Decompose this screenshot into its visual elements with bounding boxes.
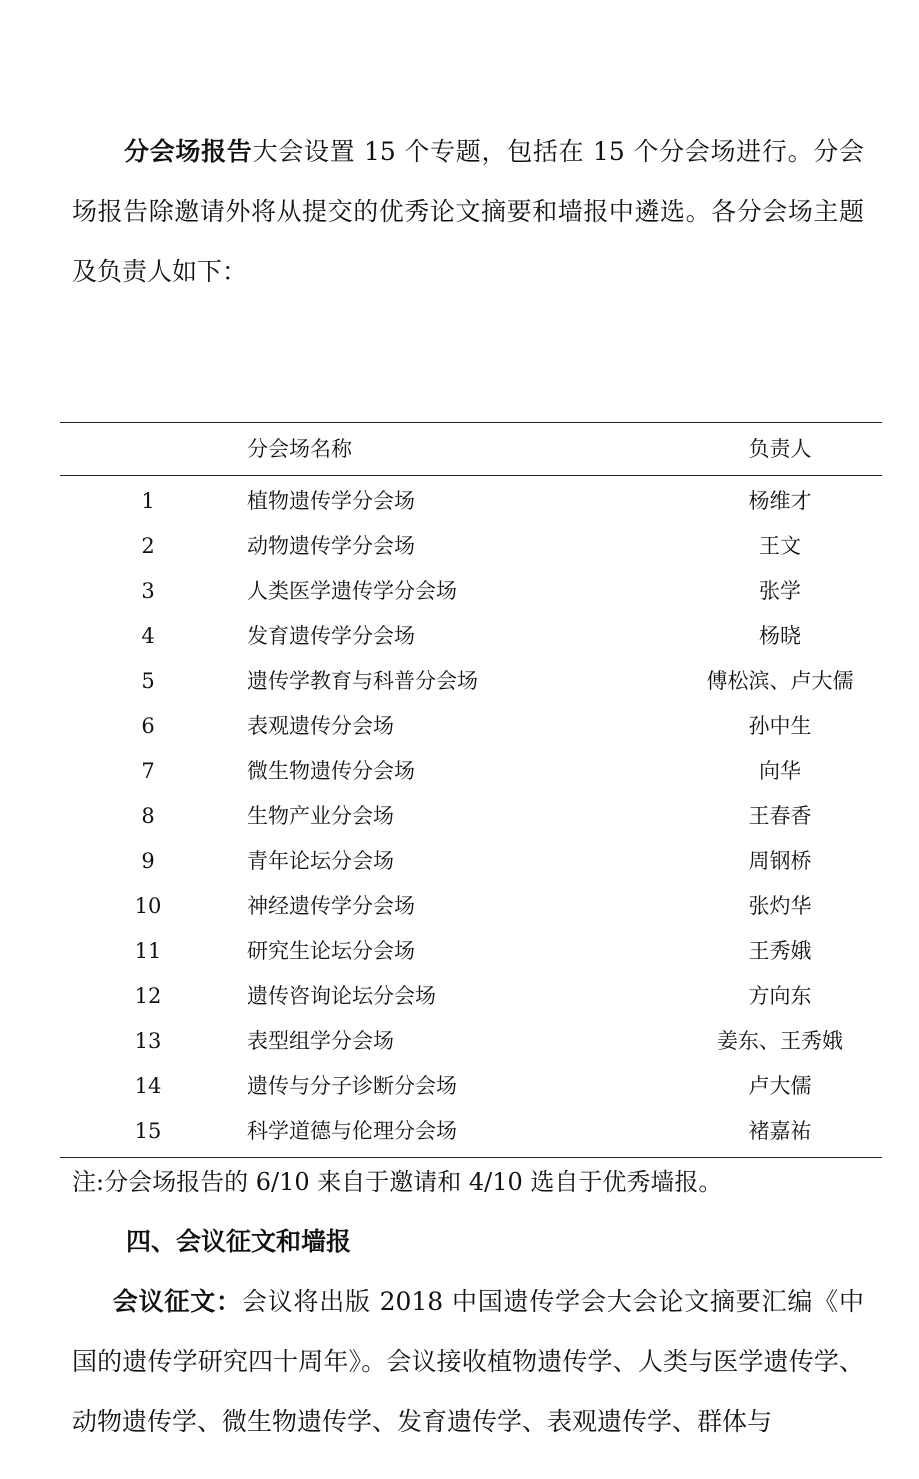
section-heading: 四、会议征文和墙报 xyxy=(126,1227,352,1256)
row-person: 杨维才 xyxy=(748,489,812,513)
row-session-name: 遗传与分子诊断分会场 xyxy=(247,1074,457,1098)
row-session-name: 表型组学分会场 xyxy=(247,1029,394,1053)
table-row xyxy=(60,1019,882,1064)
row-person: 方向东 xyxy=(748,984,812,1008)
call-for-papers-text: 会议将出版 2018 中国遗传学会大会论文摘要汇编《中国的遗传学研究四十周年》。会议接收植物遗传学、人类与医学遗传学、动物遗传学、微生物遗传学、发育遗传学、表观遗传学、群体与 xyxy=(72,1287,864,1436)
row-num: 10 xyxy=(134,894,162,918)
table-row xyxy=(60,479,882,524)
call-for-papers-lead: 会议征文： xyxy=(112,1287,242,1316)
row-num: 9 xyxy=(141,849,155,873)
intro-lead: 分会场报告 xyxy=(124,137,253,166)
table-row xyxy=(60,614,882,659)
row-num: 8 xyxy=(141,804,155,828)
row-num: 15 xyxy=(134,1119,162,1143)
row-person: 王文 xyxy=(759,534,801,558)
row-num: 5 xyxy=(141,669,155,693)
row-session-name: 科学道德与伦理分会场 xyxy=(247,1119,457,1143)
header-session-name: 分会场名称 xyxy=(247,437,352,461)
intro-paragraph xyxy=(72,122,864,302)
row-num: 6 xyxy=(141,714,155,738)
row-person: 王春香 xyxy=(748,804,812,828)
row-person: 向华 xyxy=(759,759,801,783)
row-session-name: 神经遗传学分会场 xyxy=(247,894,415,918)
table-row xyxy=(60,704,882,749)
row-num: 3 xyxy=(141,579,155,603)
row-session-name: 青年论坛分会场 xyxy=(247,849,394,873)
row-person: 卢大儒 xyxy=(748,1074,812,1098)
row-person: 傅松滨、卢大儒 xyxy=(706,669,854,693)
table-row xyxy=(60,524,882,569)
table-row xyxy=(60,1064,882,1109)
table-row xyxy=(60,974,882,1019)
row-session-name: 人类医学遗传学分会场 xyxy=(247,579,457,603)
table-row xyxy=(60,569,882,614)
table-note: 注:分会场报告的 6/10 来自于邀请和 4/10 选自于优秀墙报。 xyxy=(72,1168,723,1196)
row-session-name: 遗传咨询论坛分会场 xyxy=(247,984,436,1008)
row-num: 11 xyxy=(134,939,162,963)
table-row xyxy=(60,839,882,884)
row-person: 张学 xyxy=(759,579,801,603)
table-row xyxy=(60,929,882,974)
row-session-name: 遗传学教育与科普分会场 xyxy=(247,669,478,693)
row-person: 张灼华 xyxy=(748,894,812,918)
table-row xyxy=(60,884,882,929)
row-person: 孙中生 xyxy=(748,714,812,738)
row-num: 1 xyxy=(141,489,155,513)
table-row xyxy=(60,749,882,794)
row-person: 周钢桥 xyxy=(748,849,812,873)
table-row xyxy=(60,659,882,704)
row-num: 14 xyxy=(134,1074,162,1098)
row-person: 杨晓 xyxy=(759,624,801,648)
row-num: 13 xyxy=(134,1029,162,1053)
row-session-name: 动物遗传学分会场 xyxy=(247,534,415,558)
row-num: 2 xyxy=(141,534,155,558)
row-session-name: 生物产业分会场 xyxy=(247,804,394,828)
row-person: 褚嘉祐 xyxy=(748,1119,812,1143)
row-num: 4 xyxy=(141,624,155,648)
table-header xyxy=(60,423,882,476)
row-person: 姜东、王秀娥 xyxy=(717,1029,843,1053)
row-session-name: 发育遗传学分会场 xyxy=(247,624,415,648)
session-table xyxy=(60,422,882,1158)
row-session-name: 研究生论坛分会场 xyxy=(247,939,415,963)
row-session-name: 植物遗传学分会场 xyxy=(247,489,415,513)
row-person: 王秀娥 xyxy=(748,939,812,963)
row-num: 7 xyxy=(141,759,155,783)
row-session-name: 微生物遗传分会场 xyxy=(247,759,415,783)
table-row xyxy=(60,1109,882,1154)
table-body xyxy=(60,476,882,1157)
intro-text: 大会设置 15 个专题，包括在 15 个分会场进行。分会场报告除邀请外将从提交的优秀论文摘要和墙报中遴选。各分会场主题及负责人如下： xyxy=(72,137,864,286)
table-row xyxy=(60,794,882,839)
call-for-papers-paragraph xyxy=(72,1272,864,1452)
header-person: 负责人 xyxy=(748,437,812,461)
row-session-name: 表观遗传分会场 xyxy=(247,714,394,738)
row-num: 12 xyxy=(134,984,162,1008)
